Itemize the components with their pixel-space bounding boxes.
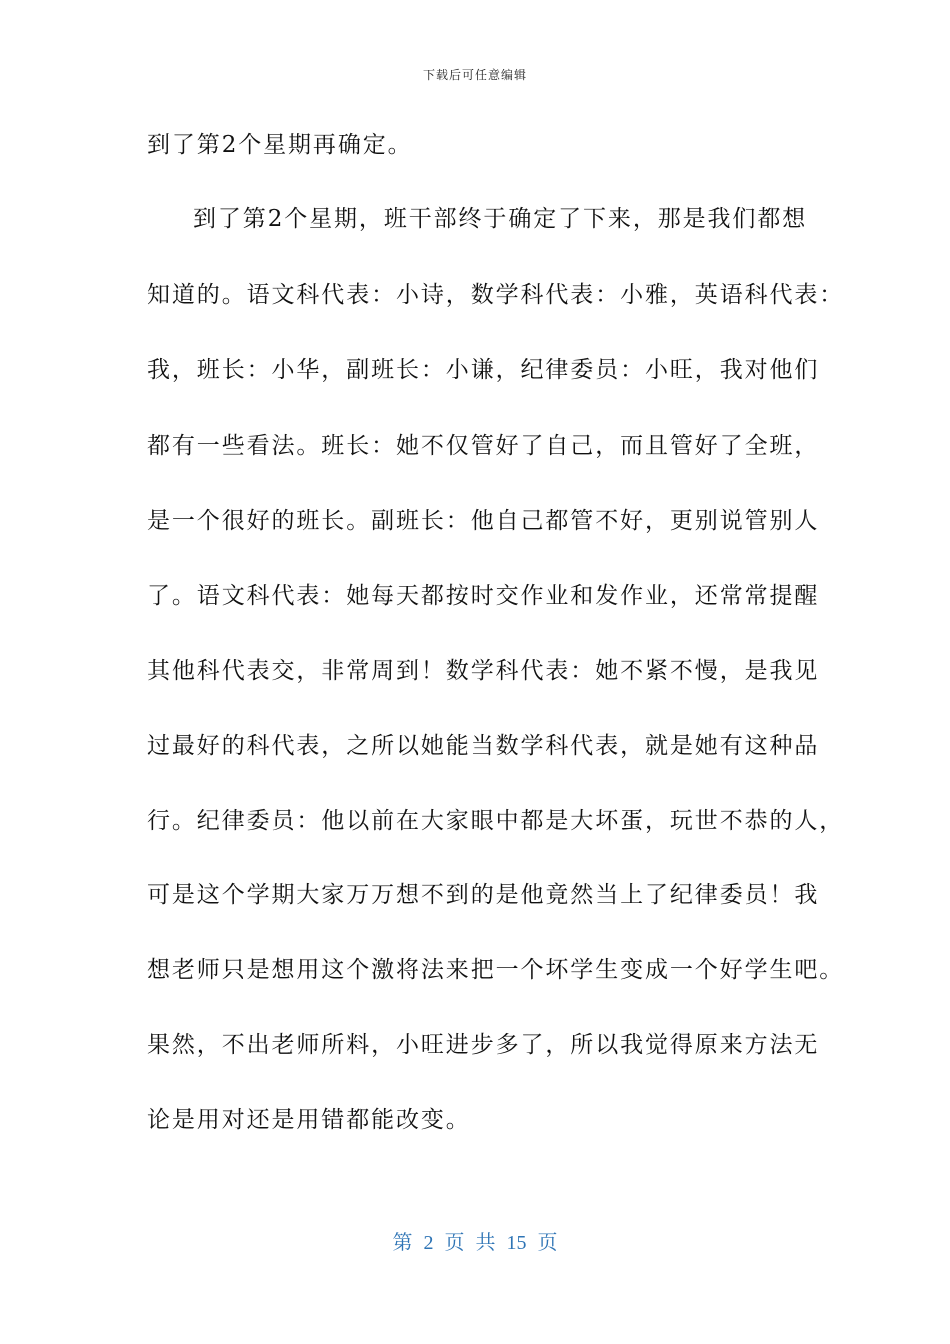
body-line: 是一个很好的班长。副班长：他自己都管不好，更别说管别人 <box>147 508 820 534</box>
body-line: 可是这个学期大家万万想不到的是他竟然当上了纪律委员！我 <box>147 882 820 908</box>
body-line: 想老师只是想用这个激将法来把一个坏学生变成一个好学生吧。 <box>147 957 845 983</box>
page-number-footer: 第 2 页 共 15 页 <box>392 1232 558 1254</box>
paragraph-first-line: 到了第2个星期，班干部终于确定了下来，那是我们都想 <box>193 206 808 232</box>
body-line: 行。纪律委员：他以前在大家眼中都是大坏蛋，玩世不恭的人， <box>147 808 845 834</box>
body-line: 都有一些看法。班长：她不仅管好了自己，而且管好了全班， <box>147 433 820 459</box>
body-line: 我，班长：小华，副班长：小谦，纪律委员：小旺，我对他们 <box>147 357 820 383</box>
body-line: 论是用对还是用错都能改变。 <box>147 1107 471 1133</box>
body-line: 过最好的科代表，之所以她能当数学科代表，就是她有这种品 <box>147 733 820 759</box>
body-line: 其他科代表交，非常周到！数学科代表：她不紧不慢，是我见 <box>147 658 820 684</box>
page-header: 下载后可任意编辑 <box>422 68 527 82</box>
body-line: 知道的。语文科代表：小诗，数学科代表：小雅，英语科代表： <box>147 282 845 308</box>
body-line: 果然，不出老师所料，小旺进步多了，所以我觉得原来方法无 <box>147 1032 820 1058</box>
body-line: 了。语文科代表：她每天都按时交作业和发作业，还常常提醒 <box>147 583 820 609</box>
body-line: 到了第2个星期再确定。 <box>147 132 413 158</box>
